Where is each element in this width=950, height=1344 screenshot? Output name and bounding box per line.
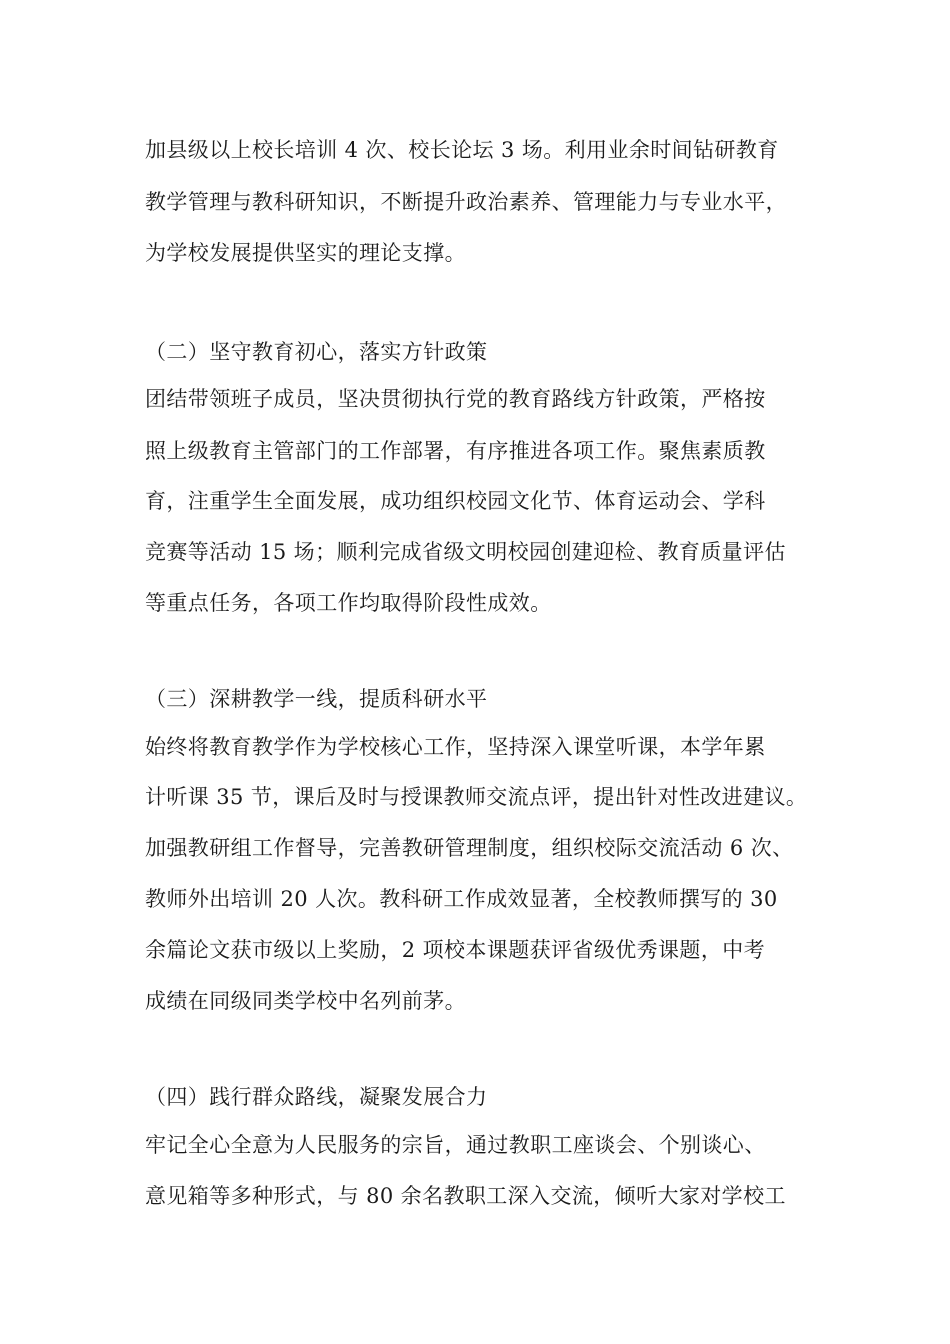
paragraph-line: 计听课 35 节，课后及时与授课教师交流点评，提出针对性改进建议。 [145,785,808,809]
paragraph-line: 意见箱等多种形式，与 80 余名教职工深入交流，倾听大家对学校工 [145,1184,786,1208]
paragraph-line: 成绩在同级同类学校中名列前茅。 [145,989,466,1013]
paragraph-line: 照上级教育主管部门的工作部署，有序推进各项工作。聚焦素质教 [145,439,766,463]
paragraph-line: 始终将教育教学作为学校核心工作，坚持深入课堂听课，本学年累 [145,735,766,759]
paragraph-line: 教师外出培训 20 人次。教科研工作成效显著，全校教师撰写的 30 [145,887,778,911]
paragraph-line: 为学校发展提供坚实的理论支撑。 [145,241,466,265]
paragraph-line: 牢记全心全意为人民服务的宗旨，通过教职工座谈会、个别谈心、 [145,1133,766,1157]
paragraph-line: 竞赛等活动 15 场；顺利完成省级文明校园创建迎检、教育质量评估 [145,540,786,564]
paragraph-line: 育，注重学生全面发展，成功组织校园文化节、体育运动会、学科 [145,489,766,513]
section-heading: （四）践行群众路线，凝聚发展合力 [145,1085,488,1109]
paragraph-line: 余篇论文获市级以上奖励，2 项校本课题获评省级优秀课题，中考 [145,938,766,962]
section-heading: （二）坚守教育初心，落实方针政策 [145,340,488,364]
paragraph-line: 加县级以上校长培训 4 次、校长论坛 3 场。利用业余时间钻研教育 [145,138,779,162]
paragraph-line: 教学管理与教科研知识，不断提升政治素养、管理能力与专业水平， [145,190,787,214]
paragraph-line: 加强教研组工作督导，完善教研管理制度，组织校际交流活动 6 次、 [145,836,794,860]
section-heading: （三）深耕教学一线，提质科研水平 [145,687,488,711]
paragraph-line: 团结带领班子成员，坚决贯彻执行党的教育路线方针政策，严格按 [145,387,766,411]
paragraph-line: 等重点任务，各项工作均取得阶段性成效。 [145,591,552,615]
